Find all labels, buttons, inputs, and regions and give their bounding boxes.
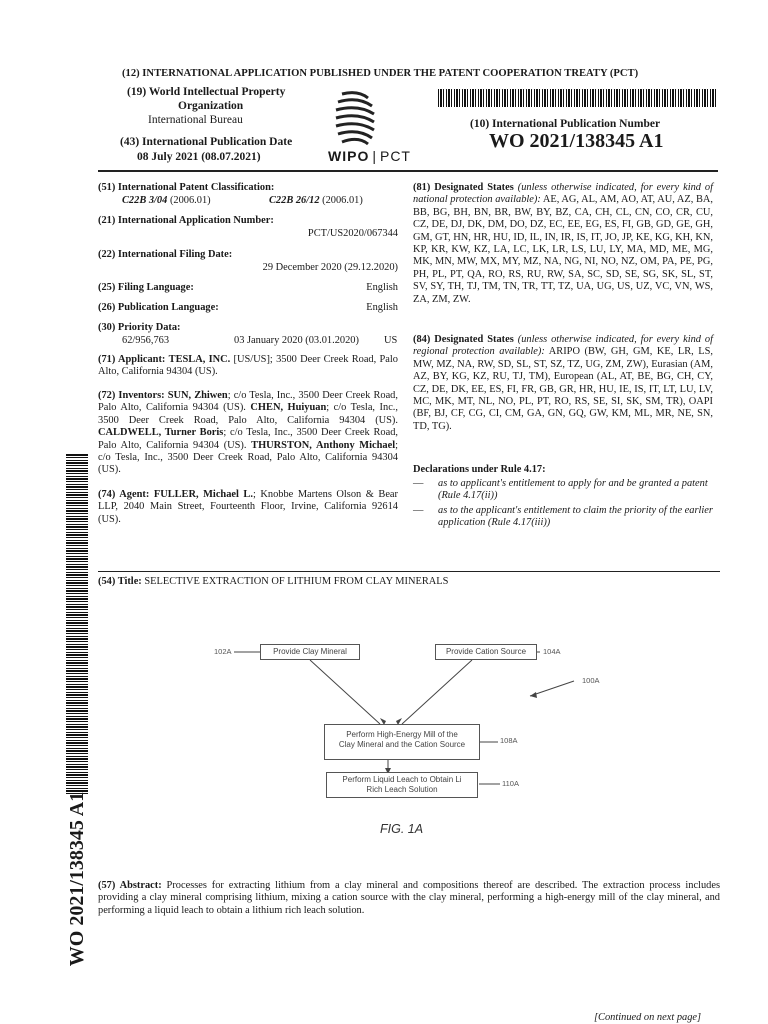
pub-date-label: (43) International Publication Date — [120, 136, 293, 148]
declaration-2-dash: — — [413, 505, 424, 516]
top-barcode — [438, 89, 717, 107]
side-barcode — [66, 454, 88, 794]
invention-title: SELECTIVE EXTRACTION OF LITHIUM FROM CLAY MINERALS — [144, 576, 449, 587]
field-21-value: PCT/US2020/067344 — [307, 228, 398, 239]
box-liquid-leach — [326, 772, 478, 798]
continued-note: [Continued on next page] — [594, 1012, 702, 1023]
field-51-label: (51) International Patent Classification: — [98, 182, 275, 193]
field-84-designated-regional — [413, 334, 713, 433]
field-74-label: (74) Agent: — [98, 489, 150, 500]
figure-caption: FIG. 1A — [380, 822, 424, 836]
field-22-value: 29 December 2020 (29.12.2020) — [262, 262, 398, 273]
applicant-address: [US/US]; 3500 Deer Creek Road, Palo Alto, California 94304 (US). — [98, 354, 398, 378]
field-26-value: English — [366, 302, 398, 313]
abstract-label: (57) Abstract: — [98, 880, 162, 891]
field-25-label: (25) Filing Language: — [98, 282, 194, 293]
pct-word: PCT — [379, 148, 411, 164]
wipo-org-line3: International Bureau — [148, 114, 243, 126]
declaration-1: as to applicant's entitlement to apply for and be granted a patent (Rule 4.17(ii)) — [438, 478, 708, 502]
box-liquid-leach-line1: Perform Liquid Leach to Obtain Li — [342, 775, 462, 784]
field-81-label: (81) Designated States — [413, 182, 514, 193]
class2-date: (2006.01) — [322, 195, 363, 206]
inventor-name-3: CALDWELL, Turner Boris — [98, 427, 224, 439]
field-81-note: (unless otherwise indicated, for every kind of national protection available): — [413, 182, 714, 206]
field-22-label: (22) International Filing Date: — [98, 249, 233, 260]
field-71-label: (71) Applicant: — [98, 354, 166, 365]
agent-name: FULLER, Michael L. — [153, 489, 253, 500]
field-21-label: (21) International Application Number: — [98, 215, 274, 226]
box-liquid-leach-line2: Rich Leach Solution — [366, 785, 438, 794]
field-30-date: 03 January 2020 (03.01.2020) — [234, 335, 359, 346]
field-51-class2 — [269, 195, 363, 207]
field-72-label: (72) Inventors: — [98, 390, 165, 401]
field-51-class1 — [122, 195, 211, 207]
box-high-energy-mill-line1: Perform High-Energy Mill of the — [346, 730, 458, 739]
header-rule — [98, 170, 718, 172]
field-81-designated-national — [413, 182, 713, 306]
inventor-address-4: ; c/o Tesla, Inc., 3500 Deer Creek Road, Palo Alto, California 94304 (US). — [98, 439, 398, 476]
field-54-label: (54) Title: — [98, 576, 142, 587]
ref-110a: 110A — [502, 779, 519, 788]
figure-1a — [200, 636, 600, 846]
abstract-text: Processes for extracting lithium from a clay mineral and compositions thereof are described. The extraction process includes providing a clay mineral comprising lithium, mixing a cation source with the clay mineral, performing a high-energy mill of the clay mineral, and performing a liquid leach to obtain a lithium rich leach solution. — [98, 880, 720, 916]
inventor-address-2: ; c/o Tesla, Inc., 3500 Deer Creek Road, Palo Alto, California 94304 (US). — [98, 402, 398, 426]
logo-divider: | — [372, 148, 377, 164]
pub-number: WO 2021/138345 A1 — [489, 130, 664, 152]
field-72-inventors — [98, 390, 398, 477]
box-provide-cation-source: Provide Cation Source — [435, 644, 537, 660]
field-71-applicant — [98, 354, 398, 379]
field-30-label: (30) Priority Data: — [98, 322, 181, 333]
box-high-energy-mill — [324, 724, 480, 760]
ref-104a: 104A — [543, 647, 561, 656]
field-30-number: 62/956,763 — [122, 335, 170, 346]
box-provide-clay-mineral: Provide Clay Mineral — [260, 644, 360, 660]
field-54-title — [98, 576, 448, 588]
field-84-list: ARIPO (BW, GH, GM, KE, LR, LS, MW, MZ, NA, RW, SD, SL, ST, SZ, TZ, UG, ZM, ZW), Eurasian (AM, AZ, BY, KG, KZ, RU, TJ, TM), European (AL, AT, BE, BG, CH, CY, CZ, DE, DK, EE, ES, FI, FR, GB, GR, HR, HU, IE, IS, IT, LT, LU, LV, MC, MK, MT, NL, NO, PL, PT, RO, RS, SE, SI, SK, SM, TR), OAPI (BF, BJ, CF, CG, CI, CM, GA, GN, GQ, GW, KM, ML, MR, NE, SN, TD, TG). — [413, 346, 713, 432]
wipo-logo-text — [328, 148, 411, 164]
ref-100a: 100A — [582, 676, 600, 685]
agent-address: ; Knobbe Martens Olson & Bear LLP, 2040 Main Street, Fourteenth Floor, Irvine, California 92614 (US). — [98, 489, 398, 525]
class1-date: (2006.01) — [169, 195, 211, 206]
class1-code: C22B 3/04 — [122, 195, 168, 206]
field-30-country: US — [384, 335, 398, 346]
class2-code: C22B 26/12 — [269, 195, 320, 206]
pub-number-label: (10) International Publication Number — [470, 118, 661, 130]
inventor-address-1: ; c/o Tesla, Inc., 3500 Deer Creek Road, Palo Alto, California 94304 (US). — [98, 390, 398, 414]
side-publication-number: WO 2021/138345 A1 — [66, 791, 88, 967]
inventor-name-4: THURSTON, Anthony Michael — [251, 439, 396, 451]
field-81-list: AE, AG, AL, AM, AO, AT, AU, AZ, BA, BB, BG, BH, BN, BR, BW, BY, BZ, CA, CH, CL, CN, CO, CR, CU, CZ, DE, DJ, DK, DM, DO, DZ, EC, EE, EG, ES, FI, GB, GD, GE, GH, GM, GT, HN, HR, HU, ID, IL, IN, IR, IS, IT, JO, JP, KE, KG, KH, KN, KP, KR, KW, KZ, LA, LC, LK, LR, LS, LU, LY, MA, MD, ME, MG, MK, MN, MW, MX, MY, MZ, NA, NG, NI, NO, NZ, OM, PA, PE, PG, PH, PL, PT, QA, RO, RS, RU, RW, SA, SC, SD, SE, SG, SK, SL, ST, SV, SY, TH, TJ, TM, TN, TR, TT, TZ, UA, UG, US, UZ, VC, VN, WS, ZA, ZM, ZW. — [413, 194, 713, 305]
field-84-note: (unless otherwise indicated, for every kind of regional protection available): — [413, 334, 714, 358]
wipo-logo — [328, 82, 440, 168]
declaration-2: as to the applicant's entitlement to claim the priority of the earlier application (Rule 4.17(iii)) — [438, 505, 713, 529]
box-high-energy-mill-line2: Clay Mineral and the Cation Source — [338, 740, 466, 749]
abstract — [98, 880, 720, 917]
ref-102a: 102A — [214, 647, 232, 656]
wipo-org-line2: Organization — [178, 100, 244, 112]
inventor-name-2: CHEN, Huiyuan — [250, 402, 327, 414]
applicant-name: TESLA, INC. — [168, 354, 231, 365]
field-25-value: English — [366, 282, 398, 293]
declarations-title: Declarations under Rule 4.17: — [413, 464, 546, 475]
wipo-word: WIPO — [328, 148, 370, 164]
treaty-title: (12) INTERNATIONAL APPLICATION PUBLISHED UNDER THE PATENT COOPERATION TREATY (PCT) — [122, 68, 639, 79]
section-rule — [98, 571, 720, 572]
field-84-label: (84) Designated States — [413, 334, 514, 345]
pub-date: 08 July 2021 (08.07.2021) — [137, 151, 261, 163]
declaration-1-dash: — — [413, 478, 424, 489]
inventor-address-3: ; c/o Tesla, Inc., 3500 Deer Creek Road, Palo Alto, California 94304 (US). — [98, 427, 398, 451]
ref-108a: 108A — [500, 736, 518, 745]
field-26-label: (26) Publication Language: — [98, 302, 219, 313]
inventor-name-1: SUN, Zhiwen — [167, 390, 228, 401]
field-74-agent — [98, 489, 398, 526]
wipo-org-line1: (19) World Intellectual Property — [127, 86, 286, 98]
